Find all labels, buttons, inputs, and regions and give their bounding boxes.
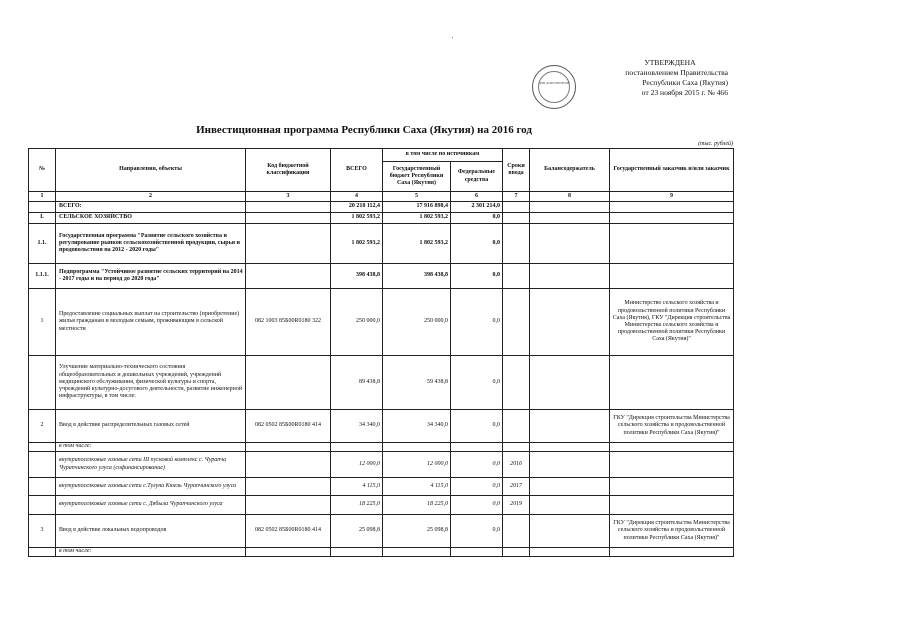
table-row: [29, 264, 734, 289]
col-number: 7: [503, 192, 530, 202]
row-name-cell: ВСЕГО:: [56, 202, 246, 213]
row-state-budget-cell: 18 225,0: [383, 496, 451, 515]
row-term-cell: 2017: [503, 478, 530, 496]
approval-line-2: Республики Саха (Якутия): [642, 78, 728, 87]
row-term-cell: [503, 202, 530, 213]
row-customer-cell: ГКУ "Дирекция строительства Министерства сельского хозяйства и продовольственной политики Республики Саха (Якутия)": [610, 515, 734, 548]
row-customer-cell: [610, 224, 734, 264]
row-name-cell: в том числе:: [56, 443, 246, 452]
row-federal-cell: 0,0: [451, 289, 503, 356]
table-row: [29, 410, 734, 443]
row-federal-cell: 0,0: [451, 452, 503, 478]
row-holder-cell: [530, 410, 610, 443]
table-row: [29, 452, 734, 478]
table-row: [29, 496, 734, 515]
approval-title: УТВЕРЖДЕНА: [644, 58, 696, 67]
row-num-cell: [29, 356, 56, 410]
row-name-cell: Ввод в действие локальных водопроводов: [56, 515, 246, 548]
row-code-cell: [246, 496, 331, 515]
table-row: [29, 478, 734, 496]
col-number: 1: [29, 192, 56, 202]
header-total: ВСЕГО: [331, 149, 383, 192]
col-number: 2: [56, 192, 246, 202]
row-federal-cell: 0,0: [451, 224, 503, 264]
row-customer-cell: [610, 264, 734, 289]
row-total-cell: 20 218 112,4: [331, 202, 383, 213]
row-name-cell: Подпрограмма "Устойчивое развитие сельских территорий на 2014 - 2017 годы и на период до 2020 года": [56, 264, 246, 289]
header-terms: Сроки ввода: [503, 149, 530, 192]
row-code-cell: [246, 452, 331, 478]
row-term-cell: [503, 548, 530, 557]
header-customer: Государственный заказчик и/или заказчик: [610, 149, 734, 192]
approval-block: [578, 58, 728, 98]
header-direction: Направления, объекты: [56, 149, 246, 192]
row-total-cell: 89 438,8: [331, 356, 383, 410]
row-name-cell: внутрипоселковые газовые сети с.Тулуна Кюель Чурапчинского улуса: [56, 478, 246, 496]
row-code-cell: [246, 356, 331, 410]
header-state-budget: Государственный бюджет Республики Саха (Якутия): [383, 162, 451, 192]
row-term-cell: 2019: [503, 496, 530, 515]
row-total-cell: 12 000,0: [331, 452, 383, 478]
row-state-budget-cell: 34 340,0: [383, 410, 451, 443]
table-row: [29, 224, 734, 264]
row-holder-cell: [530, 264, 610, 289]
row-federal-cell: 0,0: [451, 515, 503, 548]
row-term-cell: [503, 356, 530, 410]
units-note: (тыс. рублей): [698, 141, 733, 147]
row-state-budget-cell: 25 098,8: [383, 515, 451, 548]
row-state-budget-cell: 398 438,8: [383, 264, 451, 289]
row-holder-cell: [530, 496, 610, 515]
investment-table: [28, 148, 734, 557]
row-federal-cell: 0,0: [451, 356, 503, 410]
row-term-cell: [503, 410, 530, 443]
row-num-cell: [29, 496, 56, 515]
row-num-cell: 1.1.: [29, 224, 56, 264]
row-code-cell: [246, 548, 331, 557]
document-title: Инвестиционная программа Республики Саха (Якутия) на 2016 год: [196, 124, 532, 136]
row-customer-cell: [610, 452, 734, 478]
row-num-cell: [29, 202, 56, 213]
seal-stamp: [532, 65, 576, 109]
row-holder-cell: [530, 478, 610, 496]
row-federal-cell: 0,0: [451, 478, 503, 496]
row-num-cell: [29, 548, 56, 557]
col-number: 9: [610, 192, 734, 202]
row-name-cell: Предоставление социальных выплат на строительство (приобретение) жилья гражданам и молодым семьям, проживающим в сельской местности: [56, 289, 246, 356]
row-name-cell: в том числе:: [56, 548, 246, 557]
table-row: [29, 213, 734, 224]
row-num-cell: I.: [29, 213, 56, 224]
row-federal-cell: 0,0: [451, 496, 503, 515]
col-number: 3: [246, 192, 331, 202]
row-holder-cell: [530, 515, 610, 548]
row-code-cell: [246, 213, 331, 224]
col-number: 4: [331, 192, 383, 202]
row-total-cell: 25 098,8: [331, 515, 383, 548]
header-federal: Федеральные средства: [451, 162, 503, 192]
row-name-cell: Ввод в действие распределительных газовых сетей: [56, 410, 246, 443]
header-sources: в том числе по источникам: [383, 149, 503, 162]
row-federal-cell: 0,0: [451, 264, 503, 289]
row-total-cell: 34 340,0: [331, 410, 383, 443]
row-total-cell: 1 802 593,2: [331, 213, 383, 224]
row-state-budget-cell: 12 000,0: [383, 452, 451, 478]
row-code-cell: 082 1003 85Б00R0180 322: [246, 289, 331, 356]
row-num-cell: [29, 443, 56, 452]
row-term-cell: [503, 443, 530, 452]
row-num-cell: 3: [29, 515, 56, 548]
row-term-cell: [503, 515, 530, 548]
header-balance-holder: Балансодержатель: [530, 149, 610, 192]
row-state-budget-cell: 250 000,0: [383, 289, 451, 356]
row-term-cell: [503, 213, 530, 224]
table-row: [29, 356, 734, 410]
row-customer-cell: [610, 202, 734, 213]
row-code-cell: [246, 478, 331, 496]
row-holder-cell: [530, 202, 610, 213]
header-num: №: [29, 149, 56, 192]
row-customer-cell: ГКУ "Дирекция строительства Министерства сельского хозяйства и продовольственной политики Республики Саха (Якутия)": [610, 410, 734, 443]
row-customer-cell: [610, 356, 734, 410]
row-total-cell: 398 438,8: [331, 264, 383, 289]
row-state-budget-cell: [383, 548, 451, 557]
row-num-cell: 1.1.1.: [29, 264, 56, 289]
row-total-cell: [331, 443, 383, 452]
row-holder-cell: [530, 213, 610, 224]
row-name-cell: Улучшение материально-технического состояния общеобразовательных и дошкольных учреждений, учреждений медицинского обслуживания, физической культуры и спорта, учреждений культурно-досугового деятельности, развитие инженерной инфраструктуры, в том числе:: [56, 356, 246, 410]
row-holder-cell: [530, 452, 610, 478]
row-state-budget-cell: 1 802 593,2: [383, 224, 451, 264]
row-federal-cell: 0,0: [451, 213, 503, 224]
row-code-cell: [246, 224, 331, 264]
row-total-cell: [331, 548, 383, 557]
approval-line-3: от 23 ноября 2015 г. № 466: [641, 88, 728, 97]
row-code-cell: [246, 264, 331, 289]
seal-stamp-text: ДЛЯ ДОКУМЕНТОВ: [538, 81, 570, 85]
row-state-budget-cell: [383, 443, 451, 452]
col-number: 8: [530, 192, 610, 202]
row-customer-cell: [610, 478, 734, 496]
row-federal-cell: [451, 548, 503, 557]
row-customer-cell: [610, 213, 734, 224]
row-name-cell: внутрипоселковые газовые сети III пусковой комплекс с. Чурапча Чурапчинского улуса (софинансирование): [56, 452, 246, 478]
table-row: [29, 289, 734, 356]
row-holder-cell: [530, 289, 610, 356]
table-row: [29, 202, 734, 213]
approval-line-1: постановлением Правительства: [625, 68, 728, 77]
row-num-cell: [29, 478, 56, 496]
table-row: [29, 515, 734, 548]
row-state-budget-cell: 1 802 593,2: [383, 213, 451, 224]
row-name-cell: внутрипоселковые газовые сети с. Дябыла Чурапчинского улуса: [56, 496, 246, 515]
col-number: 6: [451, 192, 503, 202]
row-state-budget-cell: 4 115,0: [383, 478, 451, 496]
row-code-cell: 082 0502 85Б00R0180 414: [246, 410, 331, 443]
row-customer-cell: [610, 548, 734, 557]
row-customer-cell: Министерство сельского хозяйства и продовольственной политики Республики Саха (Якутия), ГКУ "Дирекция строительства Министерства сельского хозяйства и продовольственной политики Республики Саха (Якутия)": [610, 289, 734, 356]
row-num-cell: [29, 452, 56, 478]
row-term-cell: [503, 264, 530, 289]
header-row-1: [29, 149, 734, 162]
row-term-cell: [503, 224, 530, 264]
row-state-budget-cell: 17 916 898,4: [383, 202, 451, 213]
row-federal-cell: [451, 443, 503, 452]
row-name-cell: Государственная программа "Развитие сельского хозяйства и регулирование рынков сельскохозяйственной продукции, сырья и продовольствия на 2012 - 2020 годы": [56, 224, 246, 264]
page-mark: ': [452, 37, 454, 43]
row-code-cell: [246, 443, 331, 452]
table-row: [29, 548, 734, 557]
row-customer-cell: [610, 496, 734, 515]
row-total-cell: 18 225,0: [331, 496, 383, 515]
row-total-cell: 250 000,0: [331, 289, 383, 356]
row-holder-cell: [530, 356, 610, 410]
row-term-cell: [503, 289, 530, 356]
header-budget-code: Код бюджетной классификации: [246, 149, 331, 192]
row-holder-cell: [530, 224, 610, 264]
row-num-cell: 1: [29, 289, 56, 356]
table-row: [29, 443, 734, 452]
row-code-cell: [246, 202, 331, 213]
row-name-cell: СЕЛЬСКОЕ ХОЗЯЙСТВО: [56, 213, 246, 224]
row-term-cell: 2016: [503, 452, 530, 478]
row-code-cell: 082 0502 85Б00R0180 414: [246, 515, 331, 548]
row-holder-cell: [530, 443, 610, 452]
col-number: 5: [383, 192, 451, 202]
row-total-cell: 4 115,0: [331, 478, 383, 496]
row-customer-cell: [610, 443, 734, 452]
row-federal-cell: 2 301 214,0: [451, 202, 503, 213]
row-state-budget-cell: 59 438,8: [383, 356, 451, 410]
row-total-cell: 1 802 593,2: [331, 224, 383, 264]
row-num-cell: 2: [29, 410, 56, 443]
column-number-row: [29, 192, 734, 202]
row-holder-cell: [530, 548, 610, 557]
row-federal-cell: 0,0: [451, 410, 503, 443]
